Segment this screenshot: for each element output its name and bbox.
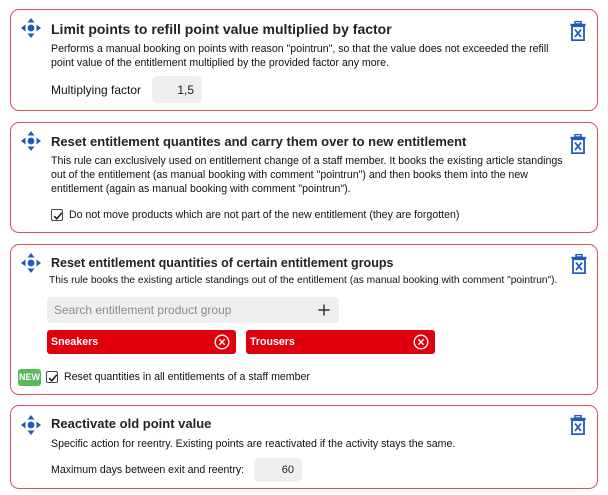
trash-icon[interactable]	[571, 254, 587, 274]
plus-icon[interactable]	[318, 304, 330, 316]
rule-description: This rule books the existing article standings out of the entitlement (as manual booking with comment "pointrun").	[49, 275, 558, 286]
trash-icon[interactable]	[570, 134, 586, 154]
checkmark-icon	[52, 210, 64, 222]
reset-all-entitlements-label: Reset quantities in all entitlements of a staff member	[64, 371, 310, 383]
move-arrows-icon[interactable]	[20, 17, 42, 39]
rule-card-reset-carry-over	[10, 122, 598, 233]
close-circle-icon[interactable]	[214, 334, 230, 350]
max-days-label: Maximum days between exit and reentry:	[51, 464, 245, 476]
reset-all-entitlements-checkbox[interactable]	[46, 371, 58, 383]
rule-card-reactivate-point-value	[10, 405, 598, 489]
checkmark-icon	[47, 372, 59, 384]
rule-description: Specific action for reentry. Existing points are reactivated if the activity stays the same.	[51, 438, 456, 450]
rule-card-limit-points	[10, 9, 598, 111]
rule-title: Reactivate old point value	[51, 416, 212, 431]
do-not-move-products-label: Do not move products which are not part of the new entitlement (they are forgotten)	[69, 209, 460, 221]
rule-title: Limit points to refill point value multiplied by factor	[51, 21, 392, 37]
move-arrows-icon[interactable]	[20, 252, 42, 274]
rule-description: Performs a manual booking on points with reason "pointrun", so that the value does not exceeded the refill point value of the entitlement multiplied by the provided factor any more.	[51, 43, 549, 69]
entitlement-group-search-input[interactable]	[47, 297, 309, 323]
move-arrows-icon[interactable]	[20, 130, 42, 152]
rule-title: Reset entitlement quantities of certain entitlement groups	[51, 256, 394, 270]
move-arrows-icon[interactable]	[20, 414, 42, 436]
rule-title: Reset entitlement quantites and carry them over to new entitlement	[51, 134, 467, 149]
tag-sneakers	[47, 330, 236, 354]
trash-icon[interactable]	[570, 21, 586, 41]
rule-card-reset-entitlement-groups	[10, 244, 598, 395]
tag-trousers	[246, 330, 435, 354]
rule-description: This rule can exclusively used on entitlement change of a staff member. It books the existing article standings out of the entitlement (as manual booking with comment "pointrun") and then books them into the new entitlement (again as manual booking with comment "pointrun").	[51, 155, 563, 195]
multiplying-factor-input[interactable]	[152, 76, 202, 103]
tag-label: Trousers	[250, 336, 295, 348]
tag-label: Sneakers	[51, 336, 99, 348]
do-not-move-products-checkbox[interactable]	[51, 209, 63, 221]
close-circle-icon[interactable]	[413, 334, 429, 350]
entitlement-group-search	[47, 297, 339, 323]
max-days-input[interactable]	[254, 458, 302, 482]
new-badge: NEW	[18, 369, 41, 386]
multiplying-factor-label: Multiplying factor	[51, 83, 142, 97]
trash-icon[interactable]	[570, 415, 586, 435]
